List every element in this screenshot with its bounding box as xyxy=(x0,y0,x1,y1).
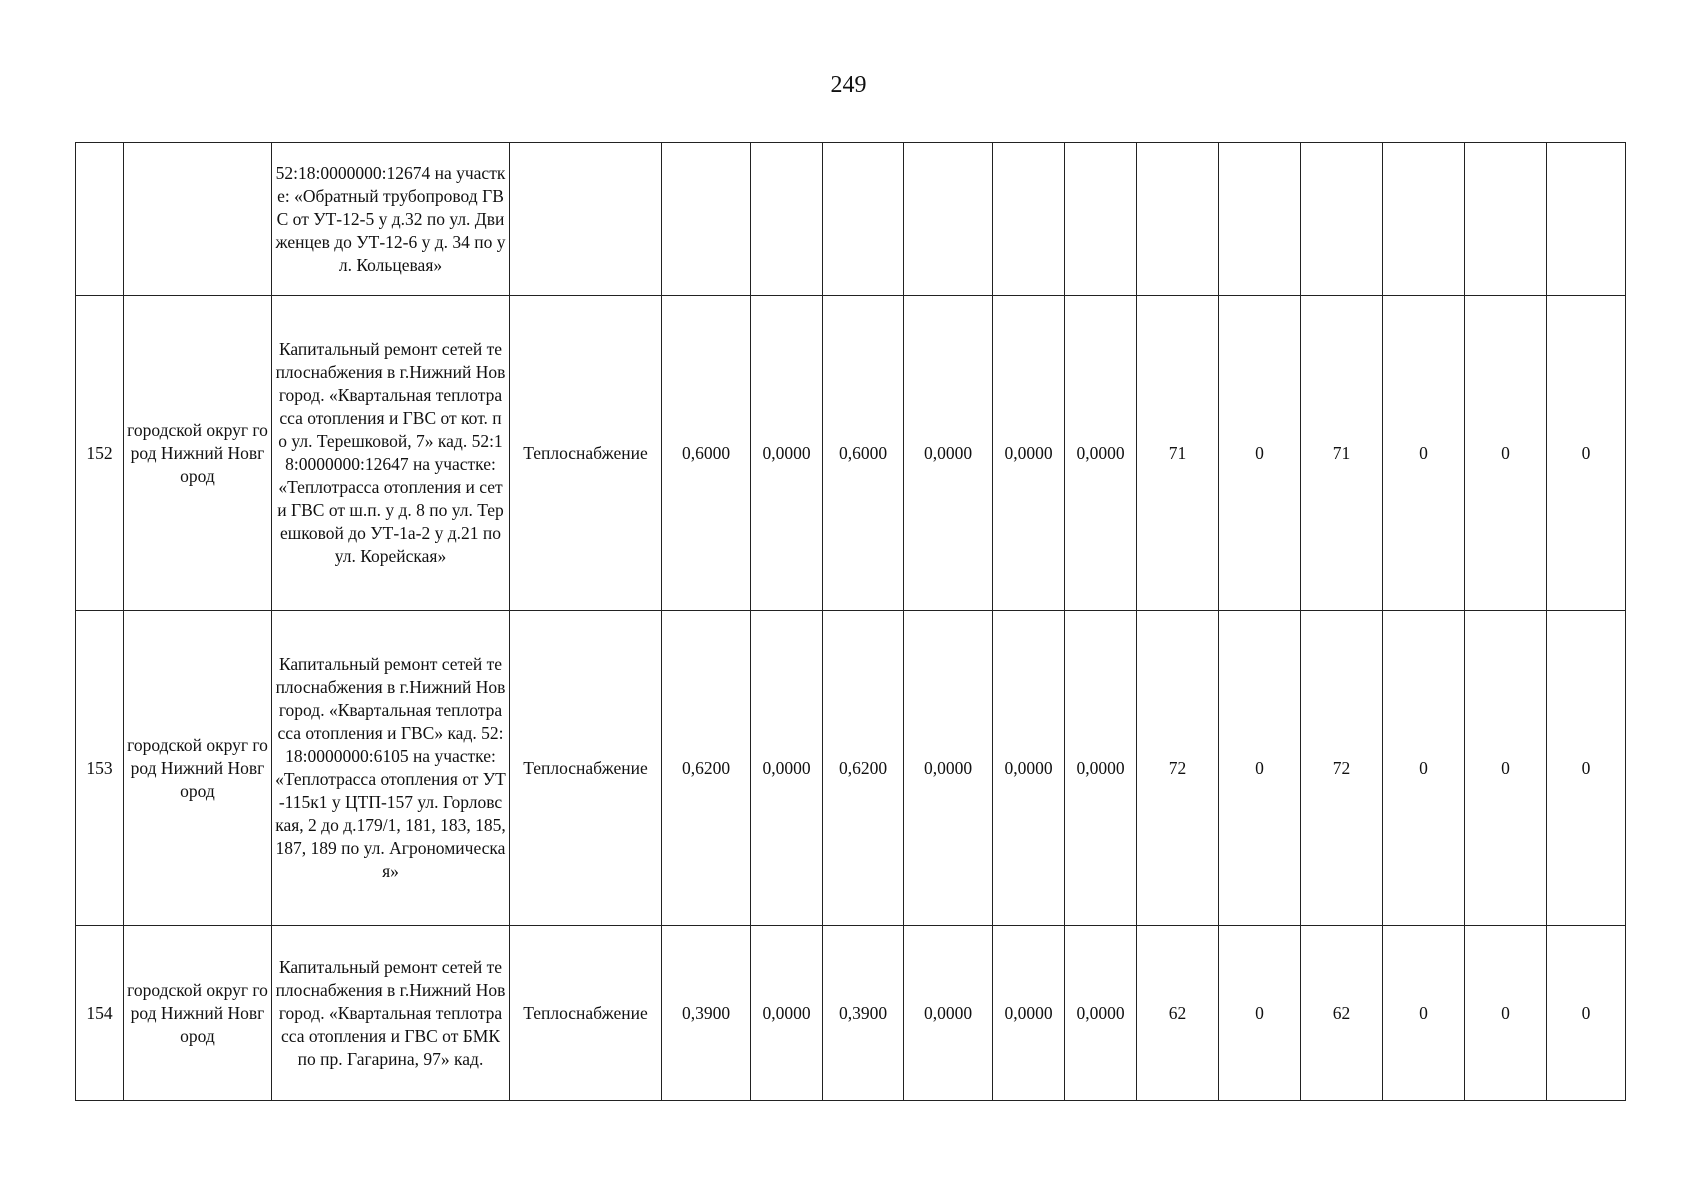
value-cell-3: 0,3900 xyxy=(823,926,904,1101)
value-cell-6: 0,0000 xyxy=(1065,926,1137,1101)
municipality-cell: городской округ город Нижний Новгород xyxy=(124,296,272,611)
municipality-cell xyxy=(124,143,272,296)
value-cell-5: 0,0000 xyxy=(993,296,1065,611)
value-cell-12 xyxy=(1547,143,1626,296)
value-cell-11: 0 xyxy=(1465,611,1547,926)
value-cell-2: 0,0000 xyxy=(751,926,823,1101)
value-cell-6 xyxy=(1065,143,1137,296)
value-cell-4: 0,0000 xyxy=(904,611,993,926)
value-cell-4: 0,0000 xyxy=(904,296,993,611)
value-cell-10: 0 xyxy=(1383,926,1465,1101)
value-cell-1: 0,6000 xyxy=(662,296,751,611)
value-cell-12: 0 xyxy=(1547,611,1626,926)
value-cell-2: 0,0000 xyxy=(751,296,823,611)
municipality-cell: городской округ город Нижний Новгород xyxy=(124,926,272,1101)
row-number: 153 xyxy=(76,611,124,926)
value-cell-2: 0,0000 xyxy=(751,611,823,926)
row-number: 154 xyxy=(76,926,124,1101)
value-cell-5 xyxy=(993,143,1065,296)
value-cell-1 xyxy=(662,143,751,296)
row-number xyxy=(76,143,124,296)
value-cell-9 xyxy=(1301,143,1383,296)
description-cell: Капитальный ремонт сетей теплоснабжения в г.Нижний Новгород. «Квартальная теплотрасса отопления и ГВС от кот. по ул. Терешковой, 7» кад. 52:18:0000000:12647 на участке: «Теплотрасса отопления и сети ГВС от ш.п. у д. 8 по ул. Терешковой до УТ-1а-2 у д.21 по ул. Корейская» xyxy=(272,296,510,611)
value-cell-1: 0,6200 xyxy=(662,611,751,926)
description-cell: Капитальный ремонт сетей теплоснабжения в г.Нижний Новгород. «Квартальная теплотрасса отопления и ГВС от БМК по пр. Гагарина, 97» кад. xyxy=(272,926,510,1101)
table-row xyxy=(76,611,1626,926)
value-cell-8: 0 xyxy=(1219,611,1301,926)
value-cell-10: 0 xyxy=(1383,611,1465,926)
row-number: 152 xyxy=(76,296,124,611)
value-cell-9: 72 xyxy=(1301,611,1383,926)
value-cell-11: 0 xyxy=(1465,926,1547,1101)
description-cell: Капитальный ремонт сетей теплоснабжения в г.Нижний Новгород. «Квартальная теплотрасса отопления и ГВС» кад. 52:18:0000000:6105 на участке: «Теплотрасса отопления от УТ-115к1 у ЦТП-157 ул. Горловская, 2 до д.179/1, 181, 183, 185, 187, 189 по ул. Агрономическая» xyxy=(272,611,510,926)
value-cell-7: 71 xyxy=(1137,296,1219,611)
table-row xyxy=(76,926,1626,1101)
value-cell-2 xyxy=(751,143,823,296)
municipality-cell: городской округ город Нижний Новгород xyxy=(124,611,272,926)
value-cell-10: 0 xyxy=(1383,296,1465,611)
sector-cell xyxy=(510,143,662,296)
data-table xyxy=(75,142,1626,1101)
value-cell-3: 0,6200 xyxy=(823,611,904,926)
sector-cell: Теплоснабжение xyxy=(510,296,662,611)
value-cell-11: 0 xyxy=(1465,296,1547,611)
sector-cell: Теплоснабжение xyxy=(510,611,662,926)
value-cell-8: 0 xyxy=(1219,926,1301,1101)
value-cell-3 xyxy=(823,143,904,296)
value-cell-12: 0 xyxy=(1547,926,1626,1101)
table-row xyxy=(76,296,1626,611)
value-cell-4 xyxy=(904,143,993,296)
value-cell-6: 0,0000 xyxy=(1065,611,1137,926)
value-cell-8 xyxy=(1219,143,1301,296)
sector-cell: Теплоснабжение xyxy=(510,926,662,1101)
value-cell-9: 62 xyxy=(1301,926,1383,1101)
value-cell-5: 0,0000 xyxy=(993,611,1065,926)
value-cell-6: 0,0000 xyxy=(1065,296,1137,611)
value-cell-10 xyxy=(1383,143,1465,296)
value-cell-7: 72 xyxy=(1137,611,1219,926)
value-cell-8: 0 xyxy=(1219,296,1301,611)
value-cell-11 xyxy=(1465,143,1547,296)
value-cell-9: 71 xyxy=(1301,296,1383,611)
value-cell-12: 0 xyxy=(1547,296,1626,611)
value-cell-4: 0,0000 xyxy=(904,926,993,1101)
description-cell: 52:18:0000000:12674 на участке: «Обратный трубопровод ГВС от УТ-12-5 у д.32 по ул. Движенцев до УТ-12-6 у д. 34 по ул. Кольцевая» xyxy=(272,143,510,296)
value-cell-7 xyxy=(1137,143,1219,296)
value-cell-5: 0,0000 xyxy=(993,926,1065,1101)
value-cell-7: 62 xyxy=(1137,926,1219,1101)
value-cell-1: 0,3900 xyxy=(662,926,751,1101)
table-row xyxy=(76,143,1626,296)
value-cell-3: 0,6000 xyxy=(823,296,904,611)
page-number: 249 xyxy=(830,72,867,98)
